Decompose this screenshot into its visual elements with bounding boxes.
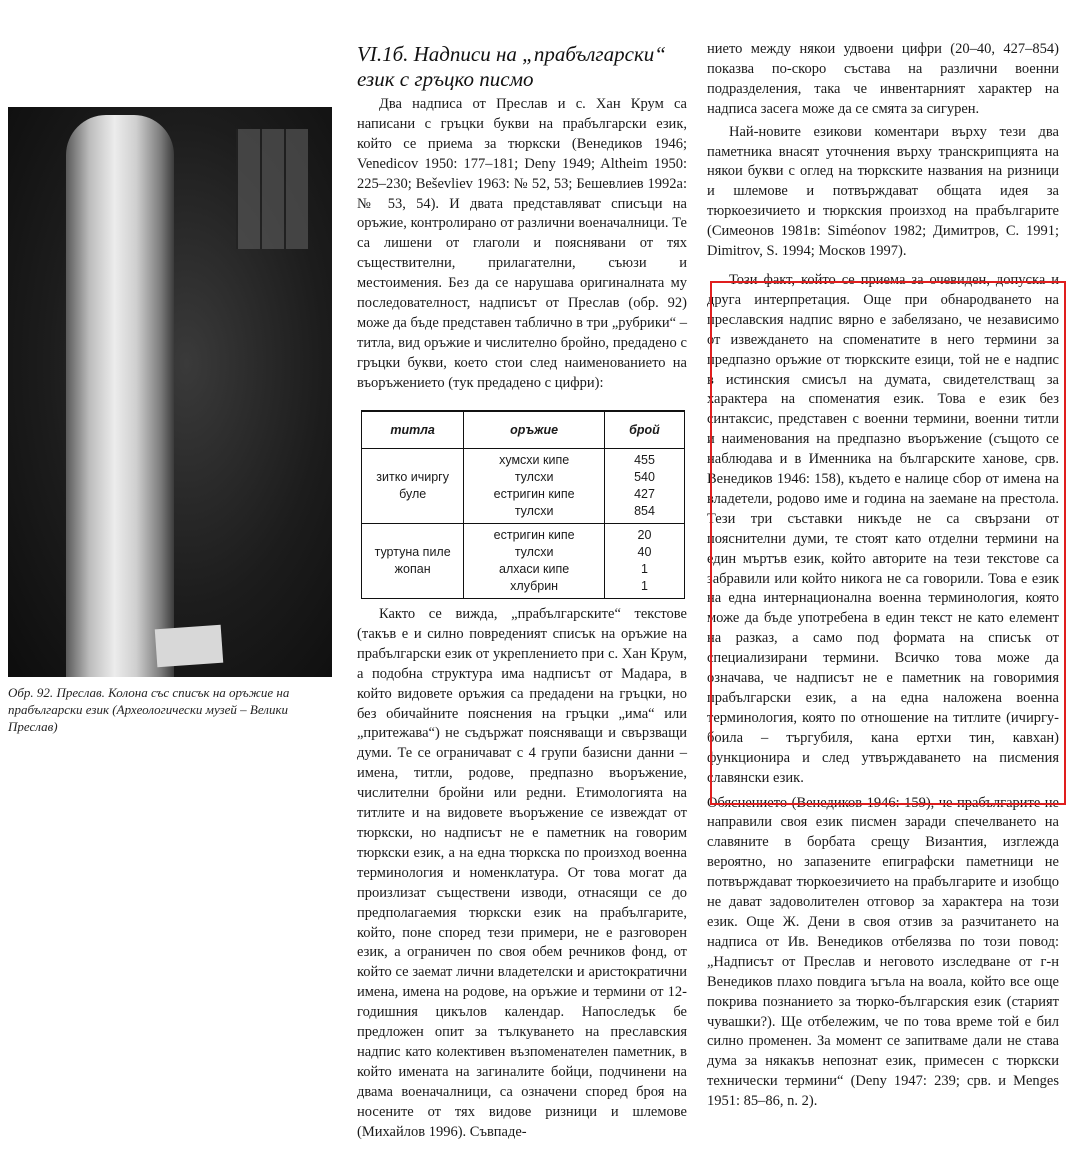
table-cell-count — [605, 524, 685, 599]
caption-text: Преслав. Колона със списък на оръжие на прабългарски език (Археологически музей – Велики Преслав) — [8, 685, 290, 734]
arms-item: естригин кипе — [493, 487, 575, 501]
table-cell-titla: туртуна пиле жопан — [362, 524, 464, 599]
arms-item: алхаси кипе — [499, 562, 570, 576]
count-item: 854 — [634, 504, 655, 518]
column-photo — [8, 107, 332, 677]
highlighted-paragraph: Този факт, който се приема за очевиден, допуска и друга интерпретация. Още при обнародването на преславския надпис вярно е забелязано, че независимо от извеждането на споменатите в него термини за предпазно оръжие от тюркските езици, той не е надпис в истинския смисъл на думата, свидетелстващ за характера на споменатия език. Това е език без синтаксис, представен с военни термини, военни титли и наименования на предпазно въоръжение (същото се наблюдава и в Именника на българските ханове, срв. Венедиков 1946: 158), където е налице сбор от имена на владетели, родово име и година на заемане на престола. Тези три съставки никъде не са свързани от пояснителни думи, те стоят като отделни термини на един мъртъв език, който авторите на тези текстове са забравили или който никога не са говорили. Това е език на една интернационална военна терминология, която може да бъде употребена в един текст не като елемент на разказ, а само под формата на списък от специализирани термини. Всичко това може да означава, че надписът не е паметник на говоримия прабългарски език, а на една наложена военна терминология, която по отношение на титлите (ичиргу-боила – търгубиля, кана ертхи тин, кавхан) функционира и след утвърждаването на писмения славянски език. — [707, 271, 1059, 786]
count-item: 1 — [641, 562, 648, 576]
table-row — [362, 449, 685, 524]
highlight-box — [710, 281, 1066, 805]
header-arms: оръжие — [464, 411, 605, 449]
section-title: VI.1б. Надписи на „прабългарски“ език с гръцко писмо — [357, 42, 666, 91]
table-cell-titla: зитко ичиргу буле — [362, 449, 464, 524]
right-paragraph-4: Обяснението (Венедиков 1946: 159), че прабългарите не направили своя език писмен заради спечелването на славяните в борбата срещу Византия, изглежда вероятно, но запазените епиграфски паметници не потвърждават тюркоезичието на прабългарите и изобщо не дават задоволителен отговор за характера на този език. Още Ж. Дени в своя отзив за разчитането на надписа от Ив. Венедиков отбелязва по този повод: „Надписът от Преслав и неговото изследване от г-н Венедиков плахо повдига ъгъла на воала, който все още покрива познанието за тюрко-българския език (старият чувашки?). Ще отбележим, че по това време той е бил силно променен. За момент се запитваме дали не става дума за някакъв непознат език, примесен с тюркски технически термини“ (Deny 1947: 239; срв. и Menges 1951: 85–86, n. 2). — [707, 794, 1059, 1110]
arms-item: тулсхи — [514, 504, 554, 518]
header-titla: титла — [362, 411, 464, 449]
arms-item: тулсхи — [514, 470, 554, 484]
count-item: 20 — [637, 528, 652, 542]
header-count: брой — [605, 411, 685, 449]
intro-paragraph: Два надписа от Преслав и с. Хан Крум са написани с гръцки букви на прабългарски език, който се приема за тюркски (Венедиков 1946; Venedicov 1950: 177–181; Deny 1949; Altheim 1950: 225–230; Beševliev 1963: № 52, 53; Бешевлиев 1992а: № 53, 54). И двата представляват списъци на оръжие, контролирано от различни военачалници. Те са лишени от глаголи и пояснявани от тях съществителни, прилагателни, съюзи и местоимения. Без да се нарушава оригиналната му последователност, надписът от Преслав (обр. 92) може да бъде представен таблично в три „рубрики“ – титла, вид оръжие и числително бройно, предадено с гръцки букви, което стои след наименованието на въоръжението (тук предадено с цифри): — [357, 96, 687, 391]
arms-item: хлубрин — [510, 579, 559, 593]
table-cell-arms — [464, 449, 605, 524]
count-item: 427 — [634, 487, 655, 501]
count-item: 1 — [641, 579, 648, 593]
count-item: 455 — [634, 453, 655, 467]
arms-item: естригин кипе — [493, 528, 575, 542]
right-paragraph-1: нието между някои удвоени цифри (20–40, 427–854) показва по-скоро състава на различни военни подразделения, така че инвентарният характер на надписа засега може да се смята за сигурен. — [707, 41, 1059, 117]
window-grille — [236, 129, 308, 249]
stone-column — [66, 115, 174, 677]
table-cell-count — [605, 449, 685, 524]
table-cell-arms — [464, 524, 605, 599]
middle-column-top — [357, 95, 687, 394]
arms-item: хумсхи кипе — [499, 453, 570, 467]
museum-plaque — [155, 625, 223, 668]
table-row — [362, 524, 685, 599]
analysis-paragraph: Както се вижда, „прабългарските“ текстове (такъв е и силно повреденият списък на оръжие на прабългарски език от укреплението при с. Хан Крум, а подобна структура има надписът от Мадара, в който видовете оръжия са предадени на гръцки, но без обичайните пояснения на гръцки „има“ или „притежава“) не съдържат поясняващи и свързващи думи. Те се ограничават с 4 групи базисни данни – имена, титли, родове, предпазно въоръжение, числителни бройни или редни. Етимологията на титлите и на видовете въоръжение се извеждат от тюркски, но надписът не е паметник на говорим тюркски език, а на една тюркска по произход военна терминология и номенклатура. От това могат да произлизат съществени изводи, отнасящи се до предполагаемия тюркски език на прабългарите, който, поне според тези примери, не е разговорен език, а ограничен по своя обем речников фонд, от който се заемат лични владетелски и аристократични имена, имена на родове, на оръжие и термини от 12-годишния цикълов календар. Напоследък бе предложен опит за тълкуването на преславския надпис като колективен възпоменателен паметник, в който имената на загиналите бойци, подчинени на двама военачалници, са означени според броя на носените от тях видове ризници и шлемове (Михайлов 1996). Съвпаде- — [357, 606, 687, 1140]
count-item: 40 — [637, 545, 652, 559]
right-paragraph-2: Най-новите езикови коментари върху тези два паметника внасят уточнения върху транскрипцията на някои букви с оглед на тюркските названия на ризници и шлемове и потвърждават общата идея за тюркоезичието и тюркския произход на прабългарите (Симеонов 1981в: Siméonov 1982; Димитров, С. 1991; Dimitrov, S. 1994; Москов 1997). — [707, 123, 1059, 260]
count-item: 540 — [634, 470, 655, 484]
figure-caption — [8, 684, 336, 735]
caption-label: Обр. 92. — [8, 685, 54, 700]
arms-item: тулсхи — [514, 545, 554, 559]
middle-column-bottom — [357, 605, 687, 1142]
weapons-table — [361, 410, 685, 599]
